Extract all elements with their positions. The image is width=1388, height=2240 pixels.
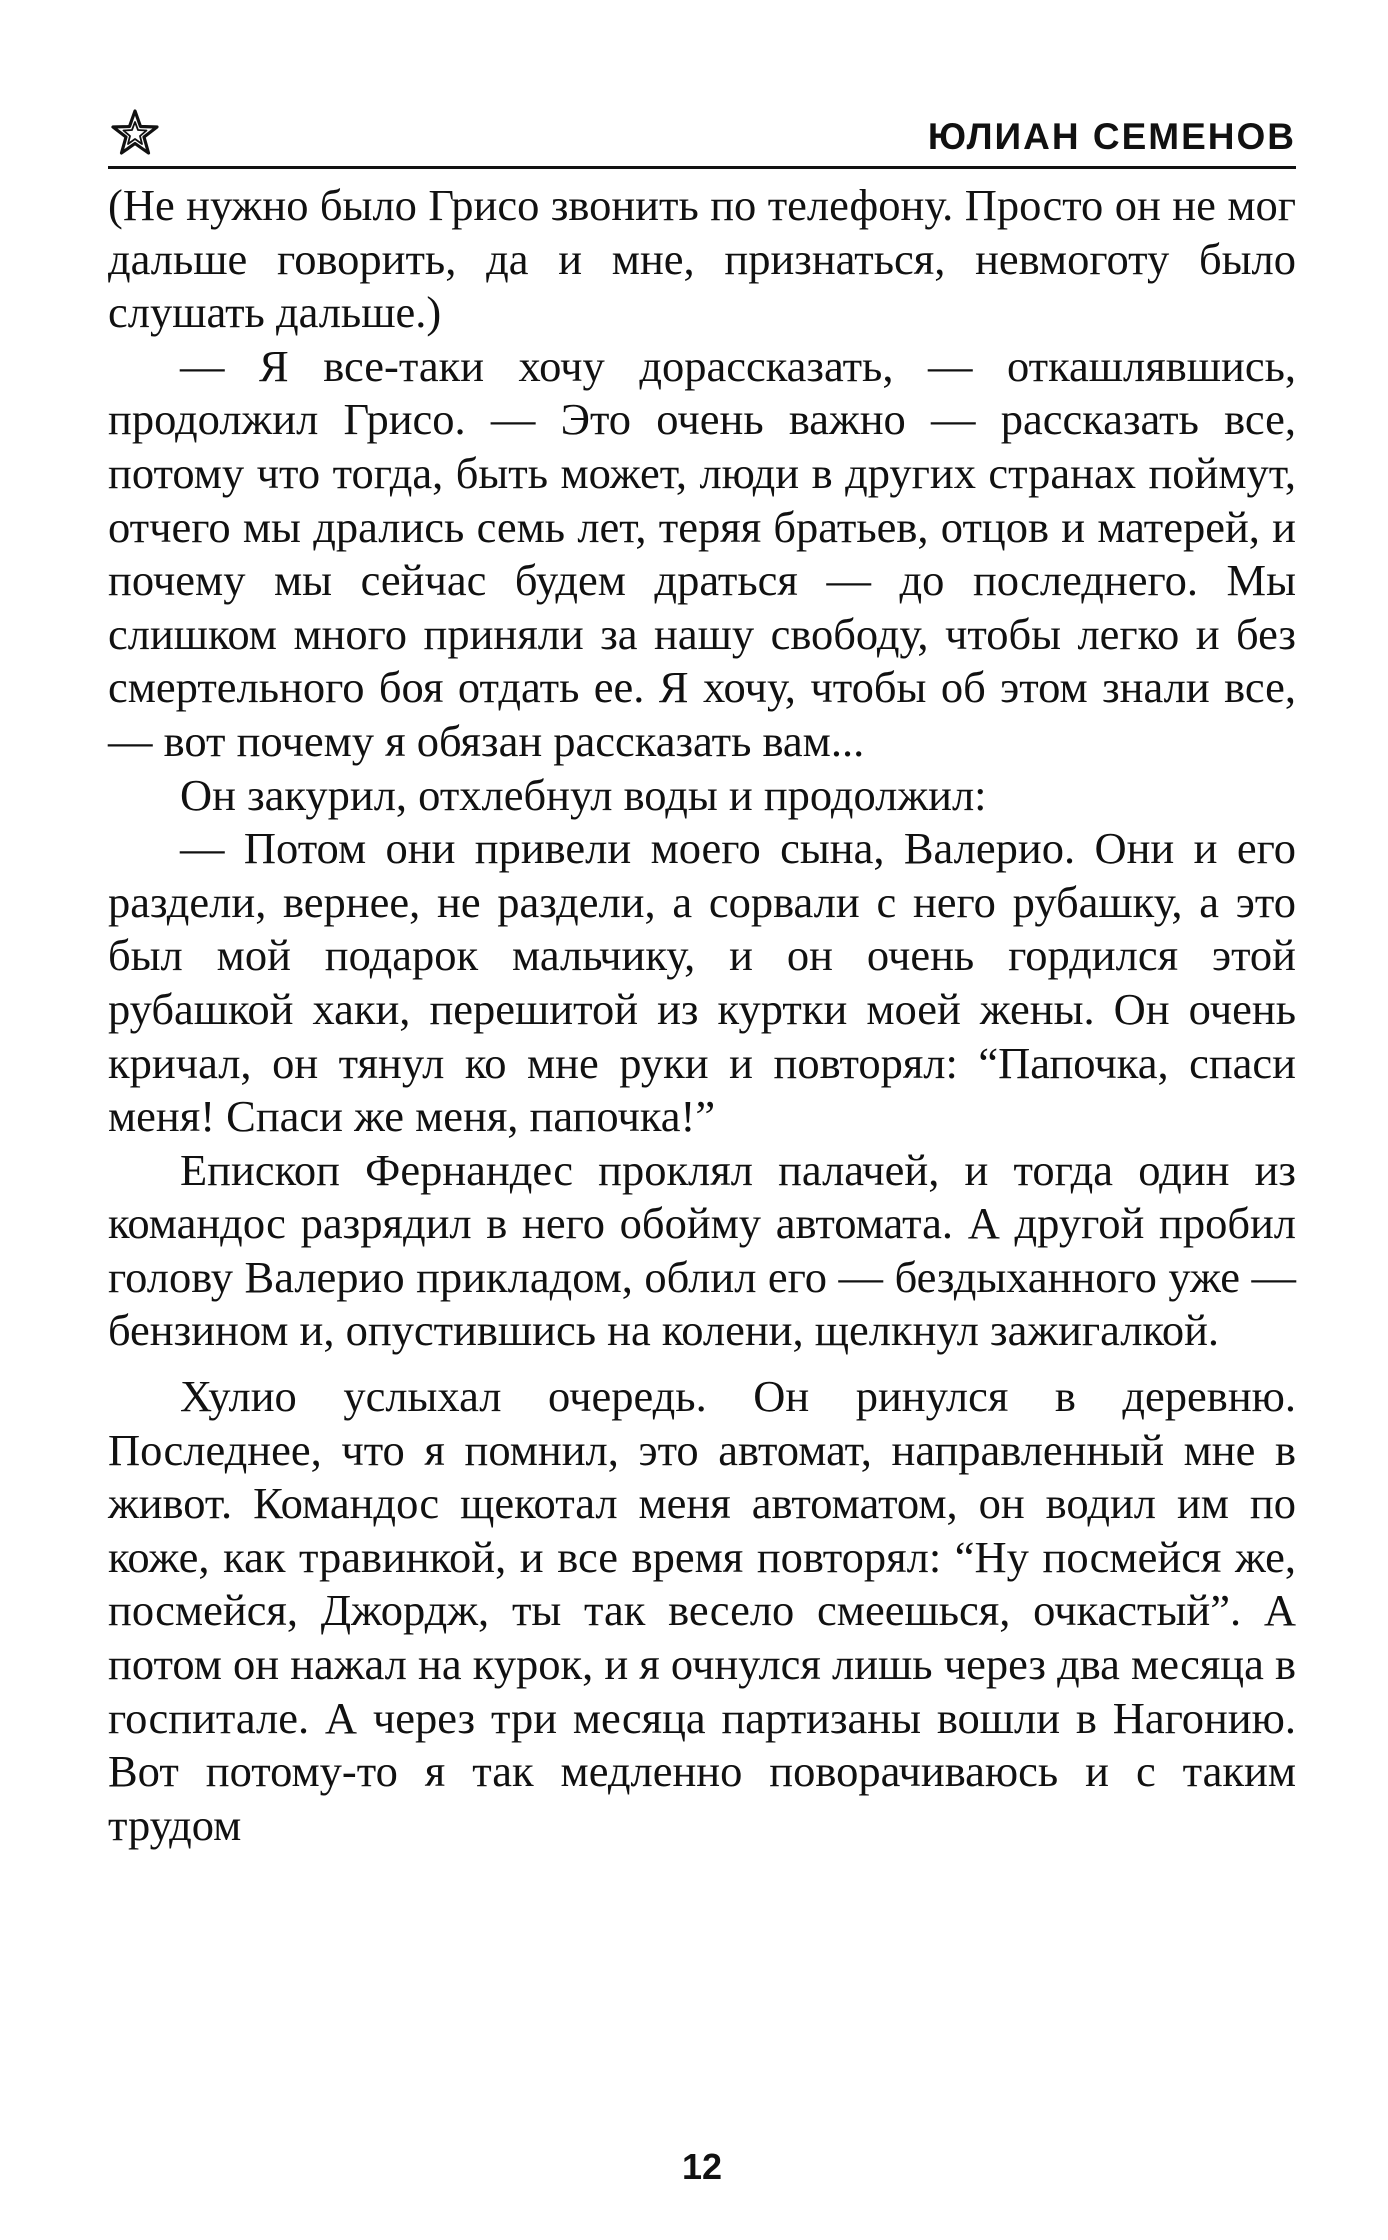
paragraph: — Потом они привели моего сына, Валерио. Они и его раздели, вернее, не раздели, а сорвали с него рубашку, а это был мой подарок мальчику, и он очень гордился этой рубашкой хаки, перешитой из куртки моей жены. Он очень кричал, он тянул ко мне руки и повторял: “Папочка, спаси меня! Спаси же меня, папочка!” <box>108 823 1296 1142</box>
page-number: 12 <box>681 2146 723 2187</box>
author-name: ЮЛИАН СЕМЕНОВ <box>927 116 1296 157</box>
body-text <box>108 179 1296 1852</box>
book-page <box>108 96 1296 2200</box>
paragraph: — Я все-таки хочу дорассказать, — откашлявшись, продолжил Грисо. — Это очень важно — рассказать все, потому что тогда, быть может, люди в других странах поймут, отчего мы дрались семь лет, теряя братьев, отцов и матерей, и почему мы сейчас будем драться — до последнего. Мы слишком много приняли за нашу свободу, чтобы легко и без смертельного боя отдать ее. Я хочу, чтобы об этом знали все, — вот почему я обязан рассказать вам... <box>108 340 1296 766</box>
paragraph: Хулио услыхал очередь. Он ринулся в деревню. Последнее, что я помнил, это автомат, направленный мне в живот. Командос щекотал меня автоматом, он водил им по коже, как травинкой, и все время повторял: “Ну посмейся же, посмейся, Джордж, ты так весело смеешься, очкастый”. А потом он нажал на курок, и я очнулся лишь через два месяца в госпитале. А через три месяца партизаны вошли в Нагонию. Вот потому-то я так медленно поворачиваюсь и с таким трудом <box>108 1371 1296 1850</box>
star-icon <box>110 108 160 158</box>
paragraph: Он закурил, отхлебнул воды и продолжил: <box>180 769 987 820</box>
running-header <box>108 96 1296 169</box>
paragraph: (Не нужно было Грисо звонить по телефону. Просто он не мог дальше говорить, да и мне, признаться, невмоготу было слушать дальше.) <box>108 180 1296 338</box>
paragraph: Епископ Фернандес проклял палачей, и тогда один из командос разрядил в него обойму автомата. А другой пробил голову Валерио прикладом, облил его — бездыханного уже — бензином и, опустившись на колени, щелкнул зажигалкой. <box>108 1144 1296 1356</box>
